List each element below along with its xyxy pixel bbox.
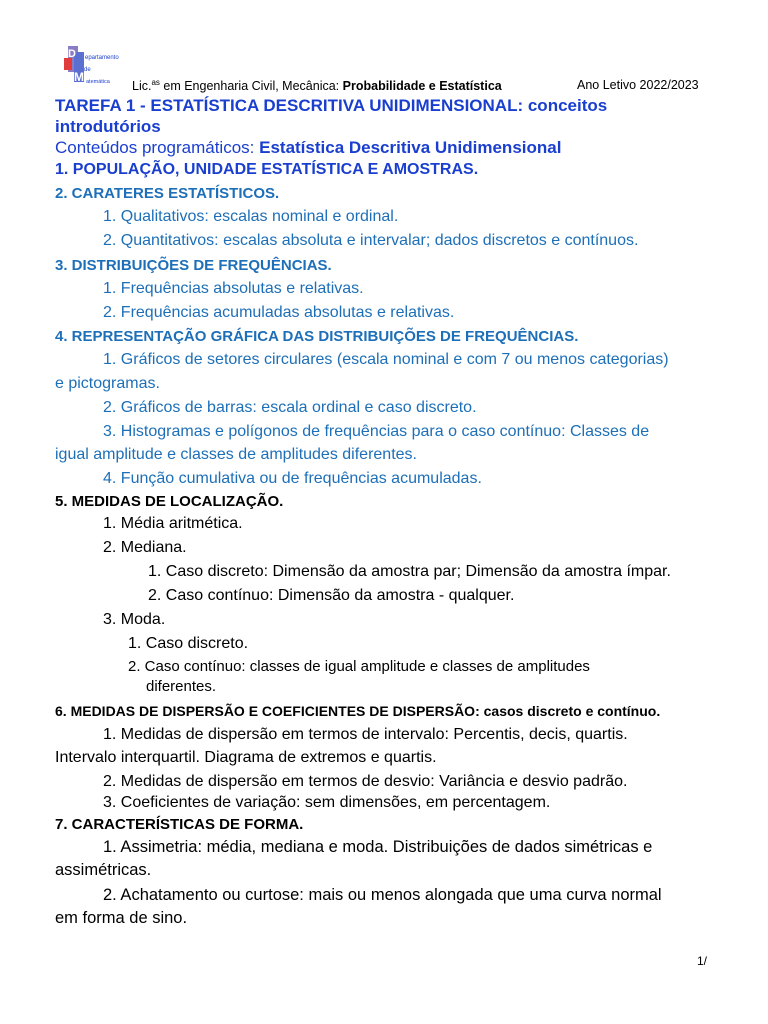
list-item-cont: Intervalo interquartil. Diagrama de extremos e quartis. [55,749,437,766]
task-title-cont: introdutórios [55,117,161,136]
list-item: 1. Caso discreto. [128,635,249,652]
list-item: 1. Frequências absolutas e relativas. [103,280,364,297]
section-4: 4. REPRESENTAÇÃO GRÁFICA DAS DISTRIBUIÇÕES DE FREQUÊNCIAS. [55,328,579,345]
list-item: 1. Medidas de dispersão em termos de intervalo: Percentis, decis, quartis. [103,726,628,743]
list-item: 2. Gráficos de barras: escala ordinal e caso discreto. [103,399,477,416]
list-item-cont: em forma de sino. [55,909,188,927]
list-item-cont: diferentes. [146,678,217,695]
section-2: 2. CARATERES ESTATÍSTICOS. [55,185,280,202]
svg-text:de: de [84,67,91,73]
list-item: 1. Média aritmética. [103,515,243,532]
svg-text:M: M [74,70,84,84]
section-5: 5. MEDIDAS DE LOCALIZAÇÃO. [55,493,284,510]
list-item: 3. Coeficientes de variação: sem dimensões, em percentagem. [103,794,551,811]
list-item: 2. Caso contínuo: classes de igual amplitude e classes de amplitudes [128,658,590,675]
academic-year: Ano Letivo 2022/2023 [577,78,699,92]
section-6: 6. MEDIDAS DE DISPERSÃO E COEFICIENTES DE DISPERSÃO: casos discreto e contínuo. [55,703,661,719]
list-item: 2. Mediana. [103,539,187,556]
list-item: 4. Função cumulativa ou de frequências acumuladas. [103,470,482,487]
department-logo [60,46,126,86]
section-7: 7. CARACTERÍSTICAS DE FORMA. [55,816,304,833]
section-3: 3. DISTRIBUIÇÕES DE FREQUÊNCIAS. [55,257,332,274]
list-item: 2. Caso contínuo: Dimensão da amostra - qualquer. [148,587,515,604]
section-1: 1. POPULAÇÃO, UNIDADE ESTATÍSTICA E AMOSTRAS. [55,161,479,178]
list-item-cont: e pictogramas. [55,375,160,392]
list-item: 1. Qualitativos: escalas nominal e ordinal. [103,208,399,225]
page-number: 1/ [697,954,708,968]
list-item: 2. Achatamento ou curtose: mais ou menos alongada que uma curva normal [103,886,662,904]
list-item: 1. Gráficos de setores circulares (escala nominal e com 7 ou menos categorias) [103,351,669,368]
list-item: 1. Assimetria: média, mediana e moda. Distribuições de dados simétricas e [103,838,653,856]
list-item: 3. Moda. [103,611,166,628]
list-item: 2. Medidas de dispersão em termos de desvio: Variância e desvio padrão. [103,773,628,790]
svg-text:D: D [68,48,76,60]
list-item: 3. Histogramas e polígonos de frequências para o caso contínuo: Classes de [103,423,650,440]
list-item: 2. Frequências acumuladas absolutas e relativas. [103,304,455,321]
list-item-cont: igual amplitude e classes de amplitudes diferentes. [55,446,417,463]
list-item: 1. Caso discreto: Dimensão da amostra par; Dimensão da amostra ímpar. [148,563,671,580]
list-item-cont: assimétricas. [55,861,152,879]
svg-text:epartamento: epartamento [85,55,119,61]
svg-text:atemática: atemática [86,79,110,85]
task-title: TAREFA 1 - ESTATÍSTICA DESCRITIVA UNIDIMENSIONAL: conceitos [55,96,608,115]
course-line: Lic.$^{as}$ em Engenharia Civil, Mecânica: Probabilidade e Estatística [132,78,502,94]
contents-line: Conteúdos programáticos: Estatística Descritiva Unidimensional [55,138,562,157]
list-item: 2. Quantitativos: escalas absoluta e intervalar; dados discretos e contínuos. [103,232,639,249]
